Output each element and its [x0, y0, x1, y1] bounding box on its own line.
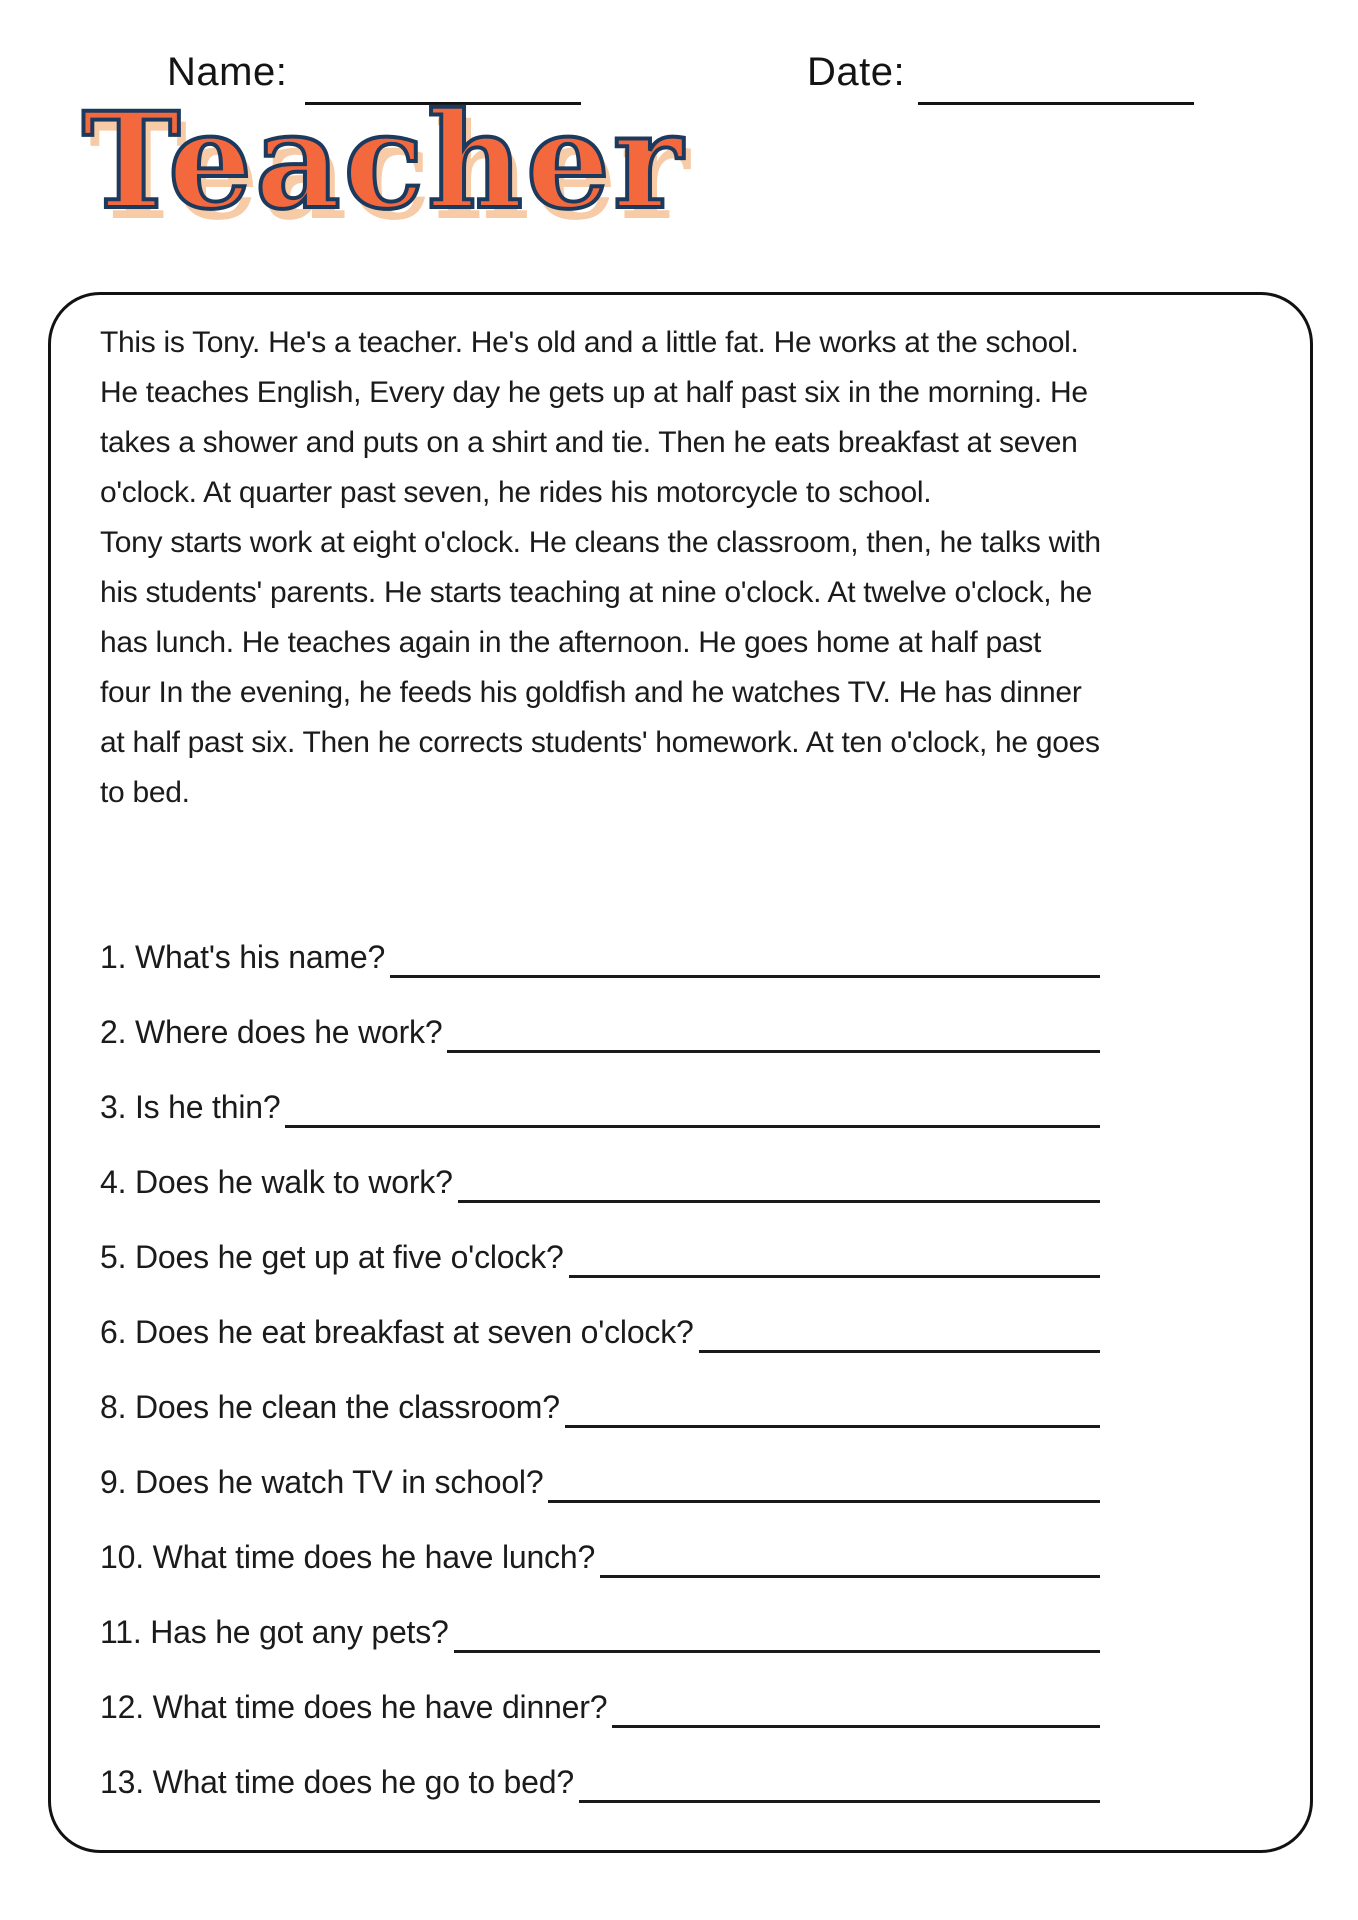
answer-blank[interactable]: [390, 933, 1100, 978]
question-text: 4. Does he walk to work?: [100, 1164, 453, 1200]
question-text: 9. Does he watch TV in school?: [100, 1464, 544, 1500]
answer-blank[interactable]: [447, 1008, 1100, 1053]
answer-blank[interactable]: [454, 1608, 1100, 1653]
question-text: 11. Has he got any pets?: [100, 1614, 449, 1650]
question-list: [100, 936, 1100, 1836]
answer-blank[interactable]: [600, 1533, 1100, 1578]
question-row: [100, 1611, 1100, 1653]
date-label: Date:: [807, 50, 906, 94]
date-blank[interactable]: [918, 56, 1194, 105]
question-row: [100, 1536, 1100, 1578]
worksheet-title: Teacher: [82, 84, 686, 239]
reading-passage: [100, 318, 1280, 818]
question-row: [100, 1161, 1100, 1203]
question-row: [100, 936, 1100, 978]
question-row: [100, 1086, 1100, 1128]
passage-line: This is Tony. He's a teacher. He's old and a little fat. He works at the school.: [100, 326, 1079, 359]
name-label: Name:: [167, 50, 288, 94]
question-text: 13. What time does he go to bed?: [100, 1764, 574, 1800]
question-text: 2. Where does he work?: [100, 1014, 443, 1050]
question-row: [100, 1461, 1100, 1503]
answer-blank[interactable]: [285, 1083, 1100, 1128]
question-text: 12. What time does he have dinner?: [100, 1689, 608, 1725]
passage-line: takes a shower and puts on a shirt and tie. Then he eats breakfast at seven: [100, 426, 1078, 459]
question-text: 10. What time does he have lunch?: [100, 1539, 596, 1575]
passage-line: four In the evening, he feeds his goldfish and he watches TV. He has dinner: [100, 676, 1082, 709]
passage-line: at half past six. Then he corrects students' homework. At ten o'clock, he goes: [100, 726, 1100, 759]
passage-line: has lunch. He teaches again in the afternoon. He goes home at half past: [100, 626, 1042, 659]
passage-line: He teaches English, Every day he gets up at half past six in the morning. He: [100, 376, 1088, 409]
answer-blank[interactable]: [565, 1383, 1100, 1428]
answer-blank[interactable]: [699, 1308, 1100, 1353]
question-text: 1. What's his name?: [100, 939, 386, 975]
question-row: [100, 1311, 1100, 1353]
question-text: 5. Does he get up at five o'clock?: [100, 1239, 564, 1275]
answer-blank[interactable]: [548, 1458, 1100, 1503]
question-row: [100, 1236, 1100, 1278]
passage-line: Tony starts work at eight o'clock. He cleans the classroom, then, he talks with: [100, 526, 1101, 559]
answer-blank[interactable]: [612, 1683, 1100, 1728]
answer-blank[interactable]: [579, 1758, 1100, 1803]
question-text: 3. Is he thin?: [100, 1089, 281, 1125]
question-row: [100, 1386, 1100, 1428]
answer-blank[interactable]: [458, 1158, 1100, 1203]
question-row: [100, 1761, 1100, 1803]
question-row: [100, 1011, 1100, 1053]
question-text: 6. Does he eat breakfast at seven o'clock?: [100, 1314, 694, 1350]
answer-blank[interactable]: [569, 1233, 1100, 1278]
passage-line: o'clock. At quarter past seven, he rides his motorcycle to school.: [100, 476, 932, 509]
question-row: [100, 1686, 1100, 1728]
passage-line: to bed.: [100, 776, 190, 809]
passage-line: his students' parents. He starts teaching at nine o'clock. At twelve o'clock, he: [100, 576, 1093, 609]
question-text: 8. Does he clean the classroom?: [100, 1389, 560, 1425]
